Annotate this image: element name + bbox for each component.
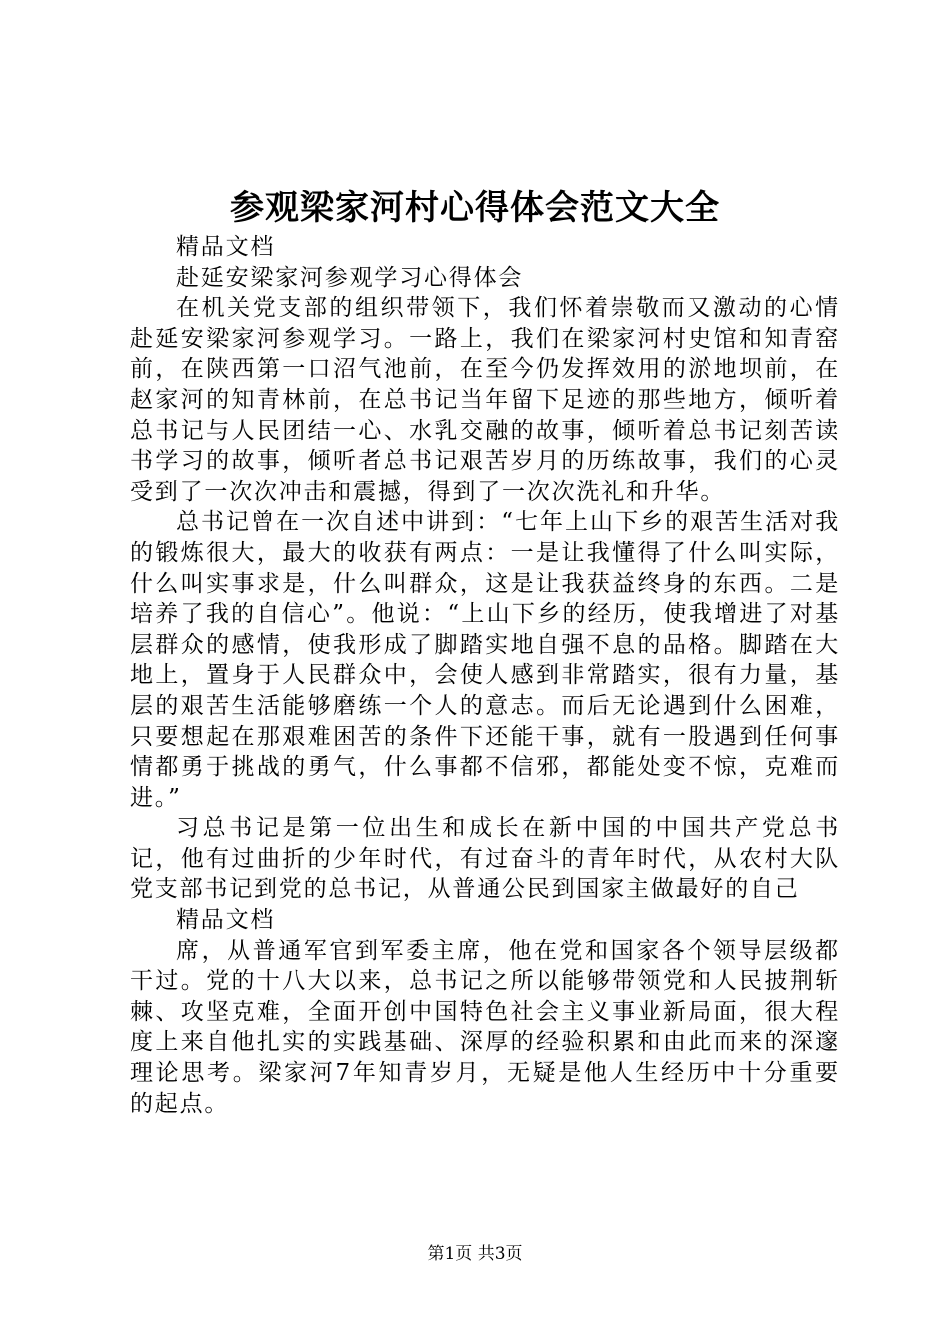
watermark-label: 精品文档 xyxy=(176,234,276,260)
body-paragraph: 总书记曾在一次自述中讲到：“七年上山下乡的艰苦生活对我的锻炼很大，最大的收获有两点：一是让我懂得了什么叫实际，什么叫实事求是，什么叫群众，这是让我获益终身的东西。二是培养了我的自信心”。他说：“上山下乡的经历，使我增进了对基层群众的感情，使我形成了脚踏实地自强不息的品格。脚踏在大地上，置身于人民群众中，会使人感到非常踏实，很有力量，基层的艰苦生活能够磨练一个人的意志。而后无论遇到什么困难，只要想起在那艰难困苦的条件下还能干事，就有一股遇到任何事情都勇于挑战的勇气，什么事都不信邪，都能处变不惊，克难而进。” xyxy=(130,509,840,811)
section-heading: 赴延安梁家河参观学习心得体会 xyxy=(176,264,524,291)
document-body xyxy=(130,232,840,1119)
document-title: 参观梁家河村心得体会范文大全 xyxy=(230,188,720,228)
watermark-label: 精品文档 xyxy=(176,907,276,934)
body-paragraph: 习总书记是第一位出生和成长在新中国的中国共产党总书记，他有过曲折的少年时代，有过奋斗的青年时代，从农村大队党支部书记到党的总书记，从普通公民到国家主做最好的自己 xyxy=(130,815,840,903)
body-paragraph: 在机关党支部的组织带领下，我们怀着崇敬而又激动的心情赴延安梁家河参观学习。一路上，我们在梁家河村史馆和知青窑前，在陕西第一口沼气池前，在至今仍发挥效用的淤地坝前，在赵家河的知青林前，在总书记当年留下足迹的那些地方，倾听着总书记与人民团结一心、水乳交融的故事，倾听着总书记刻苦读书学习的故事，倾听者总书记艰苦岁月的历练故事，我们的心灵受到了一次次冲击和震撼，得到了一次次洗礼和升华。 xyxy=(130,295,840,505)
body-paragraph: 席，从普通军官到军委主席，他在党和国家各个领导层级都干过。党的十八大以来，总书记之所以能够带领党和人民披荆斩棘、攻坚克难，全面开创中国特色社会主义事业新局面，很大程度上来自他扎实的实践基础、深厚的经验积累和由此而来的深邃理论思考。梁家河7年知青岁月，无疑是他人生经历中十分重要的起点。 xyxy=(130,937,840,1117)
page-number: 第1页 共3页 xyxy=(427,1244,523,1264)
